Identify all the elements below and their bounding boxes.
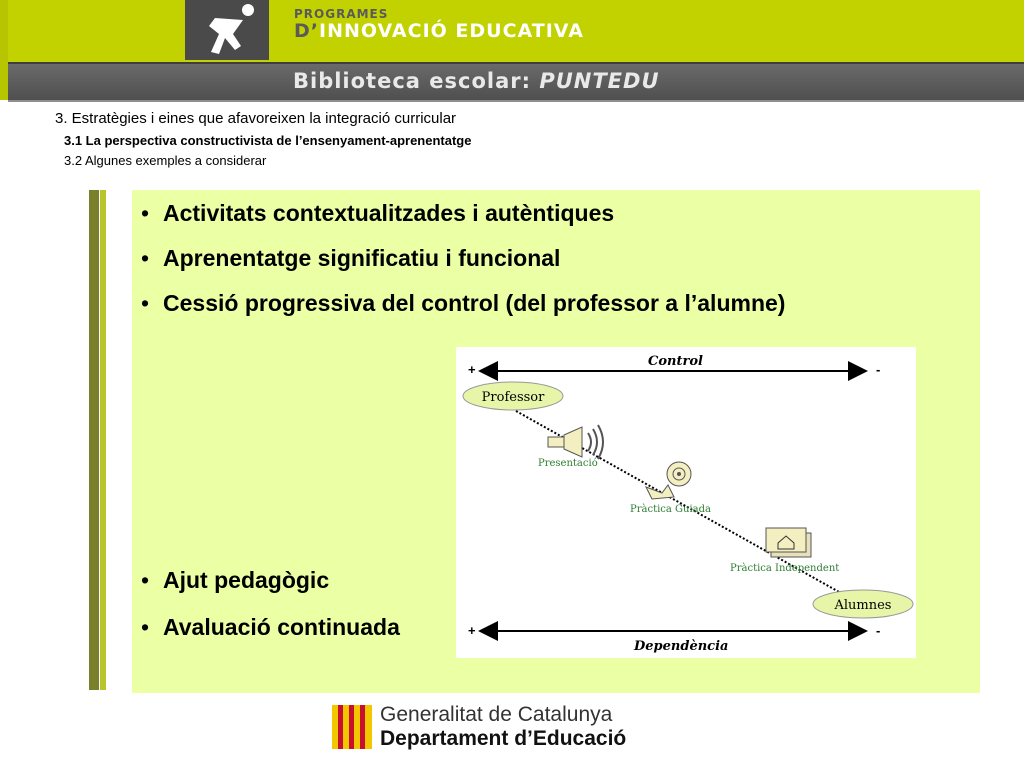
bullet-list-top <box>141 196 785 331</box>
bullet-dot: • <box>141 245 150 271</box>
title-bar <box>8 62 1024 102</box>
brand-prefix: D’ <box>294 20 319 42</box>
footer-org: Generalitat de Catalunya <box>380 703 613 726</box>
stage-label-presentation: Presentació <box>538 458 598 469</box>
title-italic: PUNTEDU <box>539 69 660 93</box>
stage-label-independent: Pràctica Independent <box>730 563 840 574</box>
decor-bar-dark <box>89 190 99 690</box>
bullet-dot: • <box>141 614 150 640</box>
students-label: Alumnes <box>834 598 892 613</box>
top-axis-label: Control <box>648 354 703 369</box>
running-figure-icon <box>185 0 269 60</box>
list-item <box>141 196 785 241</box>
footer-department: Departament d’Educació <box>380 727 627 750</box>
program-logo <box>185 0 269 60</box>
brand-small-text: PROGRAMES <box>294 7 389 21</box>
title-main: Biblioteca escolar: <box>293 69 540 93</box>
bullet-text: Aprenentatge significatiu i funcional <box>163 245 561 271</box>
generalitat-emblem-icon <box>332 705 372 749</box>
bullet-text: Cessió progressiva del control (del professor a l’alumne) <box>163 290 786 316</box>
bullet-text: Ajut pedagògic <box>163 567 330 593</box>
list-item <box>141 563 400 610</box>
megaphone-icon <box>548 425 603 459</box>
bullet-dot: • <box>141 200 150 226</box>
top-plus-sign: + <box>468 362 476 377</box>
decor-bar-light <box>100 190 106 690</box>
bullet-text: Activitats contextualitzades i autèntiques <box>163 200 615 226</box>
list-item <box>141 286 785 331</box>
control-diagram <box>456 347 916 658</box>
bullet-dot: • <box>141 290 150 316</box>
bullet-list-bottom <box>141 563 400 657</box>
breadcrumb-sub2: 3.2 Algunes exemples a considerar <box>64 153 267 168</box>
bottom-minus-sign: - <box>876 623 881 638</box>
list-item <box>141 610 400 657</box>
page-title <box>293 69 660 93</box>
breadcrumb-section: 3. Estratègies i eines que afavoreixen la integració curricular <box>55 110 457 127</box>
diagram-svg <box>456 347 916 658</box>
brand-large-text <box>294 20 584 42</box>
header-left-strip <box>0 0 8 100</box>
bullet-text: Avaluació continuada <box>163 614 400 640</box>
house-card-icon <box>766 528 811 557</box>
professor-label: Professor <box>481 390 545 405</box>
target-hand-icon <box>646 462 691 499</box>
bottom-axis-label: Dependència <box>634 639 729 654</box>
list-item <box>141 241 785 286</box>
breadcrumb-sub1: 3.1 La perspectiva constructivista de l’ensenyament-aprenentatge <box>64 133 472 148</box>
bottom-plus-sign: + <box>468 623 476 638</box>
brand-name: INNOVACIÓ EDUCATIVA <box>319 20 584 42</box>
stage-label-guided: Pràctica Guiada <box>630 504 711 515</box>
top-minus-sign: - <box>876 362 881 377</box>
bullet-dot: • <box>141 567 150 593</box>
